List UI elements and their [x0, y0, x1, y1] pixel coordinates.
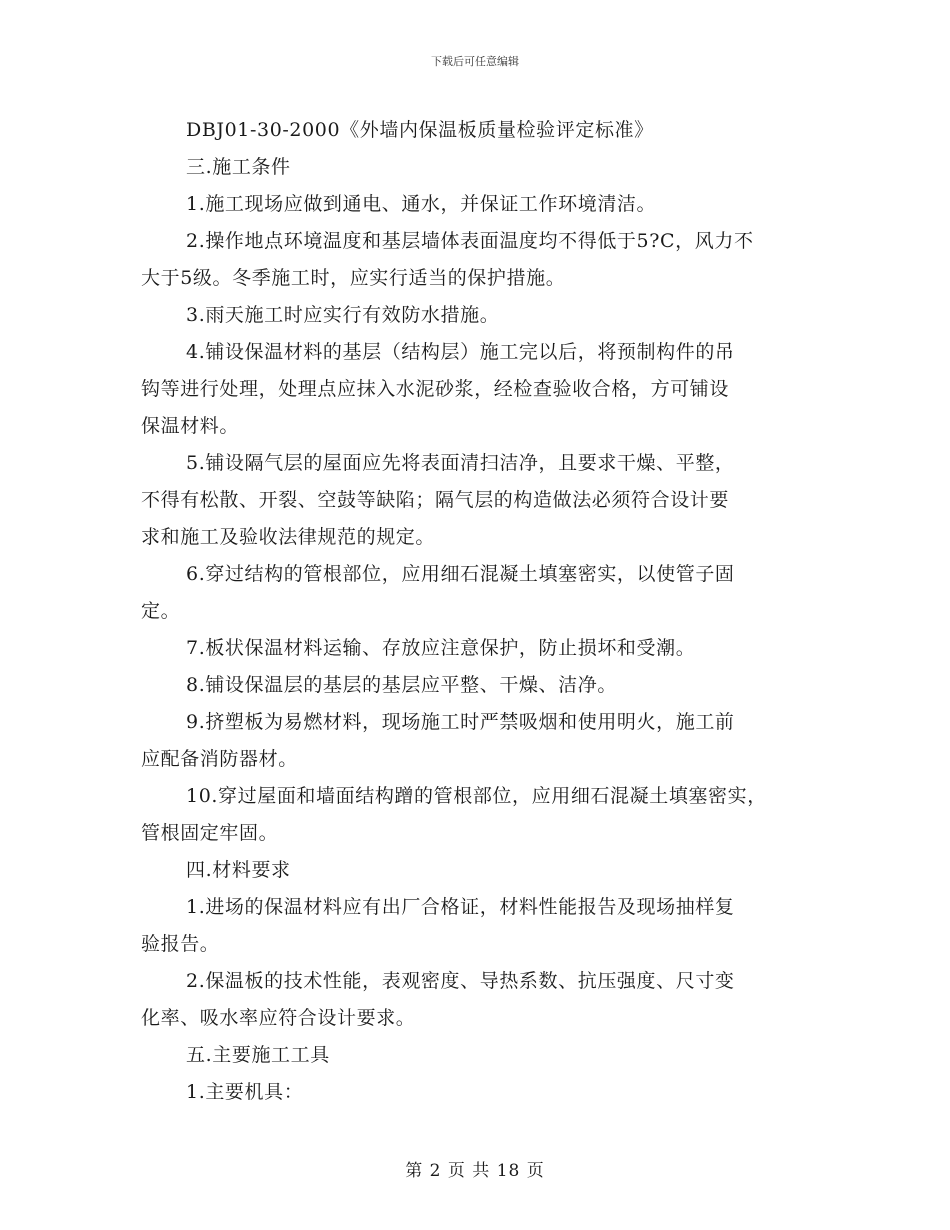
paragraph-line: 1.主要机具： [186, 1081, 304, 1103]
paragraph-line: 大于5级。冬季施工时，应实行适当的保护措施。 [141, 267, 566, 289]
paragraph-line: 7.板状保温材料运输、存放应注意保护，防止损坏和受潮。 [186, 637, 696, 659]
paragraph-line: 不得有松散、开裂、空鼓等缺陷；隔气层的构造做法必须符合设计要 [141, 489, 730, 511]
paragraph-line: 10.穿过屋面和墙面结构蹭的管根部位，应用细石混凝土填塞密实， [186, 785, 767, 807]
paragraph-line: 6.穿过结构的管根部位，应用细石混凝土填塞密实，以使管子固 [186, 563, 735, 585]
page-number-footer: 第 2 页 共 18 页 [405, 1161, 545, 1181]
paragraph-line: 钩等进行处理，处理点应抹入水泥砂浆，经检查验收合格，方可铺设 [141, 378, 730, 400]
paragraph-line: 1.施工现场应做到通电、通水，并保证工作环境清洁。 [186, 193, 657, 215]
page-header: 下载后可任意编辑 [431, 55, 519, 68]
paragraph-line: 3.雨天施工时应实行有效防水措施。 [186, 304, 500, 326]
section-heading: 五.主要施工工具 [186, 1044, 330, 1066]
paragraph-line: DBJ01-30-2000《外墙内保温板质量检验评定标准》 [186, 119, 654, 141]
paragraph-line: 保温材料。 [141, 415, 240, 437]
paragraph-line: 定。 [141, 600, 181, 622]
section-heading: 四.材料要求 [186, 859, 291, 881]
section-heading: 三.施工条件 [186, 156, 291, 178]
paragraph-line: 2.保温板的技术性能，表观密度、导热系数、抗压强度、尺寸变 [186, 970, 735, 992]
paragraph-line: 5.铺设隔气层的屋面应先将表面清扫洁净，且要求干燥、平整， [186, 452, 735, 474]
paragraph-line: 2.操作地点环境温度和基层墙体表面温度均不得低于5?C，风力不 [186, 230, 754, 252]
paragraph-line: 管根固定牢固。 [141, 822, 279, 844]
paragraph-line: 求和施工及验收法律规范的规定。 [141, 526, 436, 548]
paragraph-line: 应配备消防器材。 [141, 748, 298, 770]
paragraph-line: 9.挤塑板为易燃材料，现场施工时严禁吸烟和使用明火，施工前 [186, 711, 735, 733]
paragraph-line: 4.铺设保温材料的基层（结构层）施工完以后，将预制构件的吊 [186, 341, 735, 363]
paragraph-line: 8.铺设保温层的基层的基层应平整、干燥、洁净。 [186, 674, 617, 696]
paragraph-line: 验报告。 [141, 933, 220, 955]
paragraph-line: 化率、吸水率应符合设计要求。 [141, 1007, 416, 1029]
paragraph-line: 1.进场的保温材料应有出厂合格证，材料性能报告及现场抽样复 [186, 896, 735, 918]
